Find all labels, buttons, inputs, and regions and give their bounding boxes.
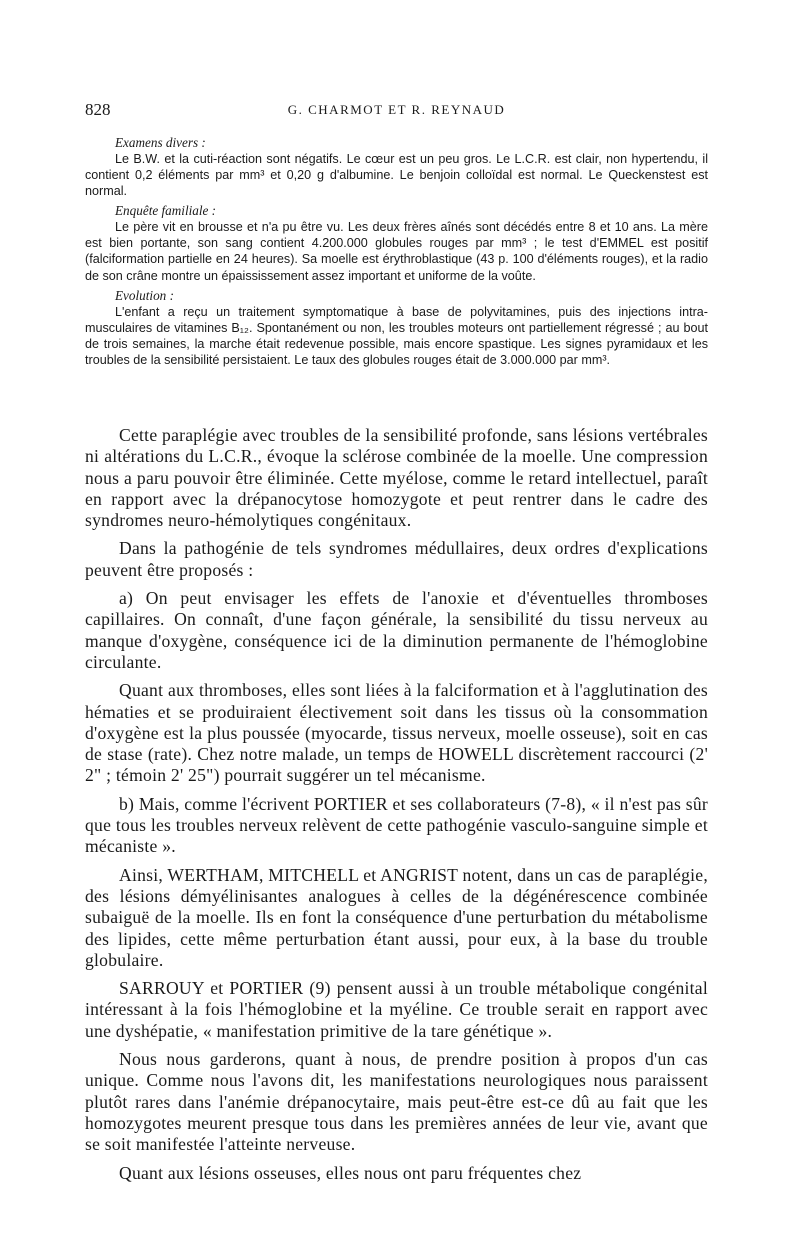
case-details: [85, 135, 708, 372]
paragraph: Quant aux lésions osseuses, elles nous ont paru fréquentes chez: [119, 1162, 582, 1183]
section-heading: Evolution :: [115, 287, 174, 303]
discussion-body: [85, 425, 708, 1191]
paragraph: b) Mais, comme l'écrivent PORTIER et ses collaborateurs (7-8), « il n'est pas sûr que tous les troubles nerveux relèvent de cette pathogénie vasculo-sanguine simple et mécaniste ».: [85, 793, 708, 857]
paragraph: a) On peut envisager les effets de l'anoxie et d'éventuelles thromboses capillaires. On connaît, d'une façon générale, la sensibilité du tissu nerveux au manque d'oxygène, conséquence ici de la diminution permanente de l'hémoglobine circulante.: [85, 588, 708, 672]
paragraph: Nous nous garderons, quant à nous, de prendre position à propos d'un cas unique. Comme nous l'avons dit, les manifestations neurologiques nous paraissent plutôt rares dans l'anémie drépanocytaire, mais peut-être est-ce dû au fait que les homozygotes meurent presque tous dans les premières années de leur vie, avant que se soit manifestée l'atteinte nerveuse.: [85, 1049, 708, 1155]
section-examens: [85, 135, 708, 199]
section-text: Le B.W. et la cuti-réaction sont négatifs. Le cœur est un peu gros. Le L.C.R. est clair, non hypertendu, il contient 0,2 éléments par mm³ et 0,20 g d'albumine. Le benjoin colloïdal est normal. Le Queckenstest est normal.: [85, 152, 708, 199]
section-evolution: [85, 288, 708, 368]
paragraph: SARROUY et PORTIER (9) pensent aussi à un trouble métabolique congénital intéressant à la fois l'hémoglobine et la myéline. Ce trouble serait en rapport avec une dyshépatie, « manifestation primitive de la tare génétique ».: [85, 978, 708, 1041]
section-heading: Enquête familiale :: [115, 203, 217, 219]
paragraph: Cette paraplégie avec troubles de la sensibilité profonde, sans lésions vertébrales ni altérations du L.C.R., évoque la sclérose combinée de la moelle. Une compression nous a paru pouvoir être éliminée. Cette myélose, comme le retard intellectuel, paraît en rapport avec la drépanocytose homozygote et peut rentrer dans le cadre des syndromes neuro-hémolytiques congénitaux.: [85, 425, 708, 531]
paragraph: Ainsi, WERTHAM, MITCHELL et ANGRIST notent, dans un cas de paraplégie, des lésions démyélinisantes analogues à celles de la dégénérescence combinée subaiguë de la moelle. Ils en font la conséquence d'une perturbation du métabolisme des lipides, cette même perturbation étant aussi, pour eux, à la base du trouble globulaire.: [85, 864, 708, 970]
paragraph: Quant aux thromboses, elles sont liées à la falciformation et à l'agglutination des hématies et se produiraient électivement soit dans les tissus où la consommation d'oxygène est la plus poussée (myocarde, tissus nerveux, moelle osseuse), soit en cas de stase (rate). Chez notre malade, un temps de HOWELL discrètement raccourci (2' 2" ; témoin 2' 25") pourrait suggérer un tel mécanisme.: [85, 680, 708, 786]
page-number: 828: [85, 100, 111, 119]
paragraph: Dans la pathogénie de tels syndromes médullaires, deux ordres d'explications peuvent être proposés :: [85, 538, 708, 580]
page-header: [85, 100, 708, 122]
section-enquete: [85, 203, 708, 283]
section-heading: Examens divers :: [115, 135, 206, 150]
section-text: L'enfant a reçu un traitement symptomatique à base de polyvitamines, puis des injections intra-musculaires de vitamines B₁₂. Spontanément ou non, les troubles moteurs ont partiellement régressé ; au bout de trois semaines, la marche était redevenue possible, mais encore spastique. Les signes pyramidaux et les troubles de la sensibilité persistaient. Le taux des globules rouges était de 3.000.000 par mm³.: [85, 304, 708, 367]
section-text: Le père vit en brousse et n'a pu être vu. Les deux frères aînés sont décédés entre 8 et 10 ans. La mère est bien portante, son sang contient 4.200.000 globules rouges par mm³ ; le test d'EMMEL est positif (falciformation partielle en 24 heures). Sa moelle est érythroblastique (43 p. 100 d'éléments rouges), et la radio de son crâne montre un épaississement assez important et uniforme de la voûte.: [85, 220, 708, 283]
running-title: G. CHARMOT ET R. REYNAUD: [287, 102, 506, 117]
